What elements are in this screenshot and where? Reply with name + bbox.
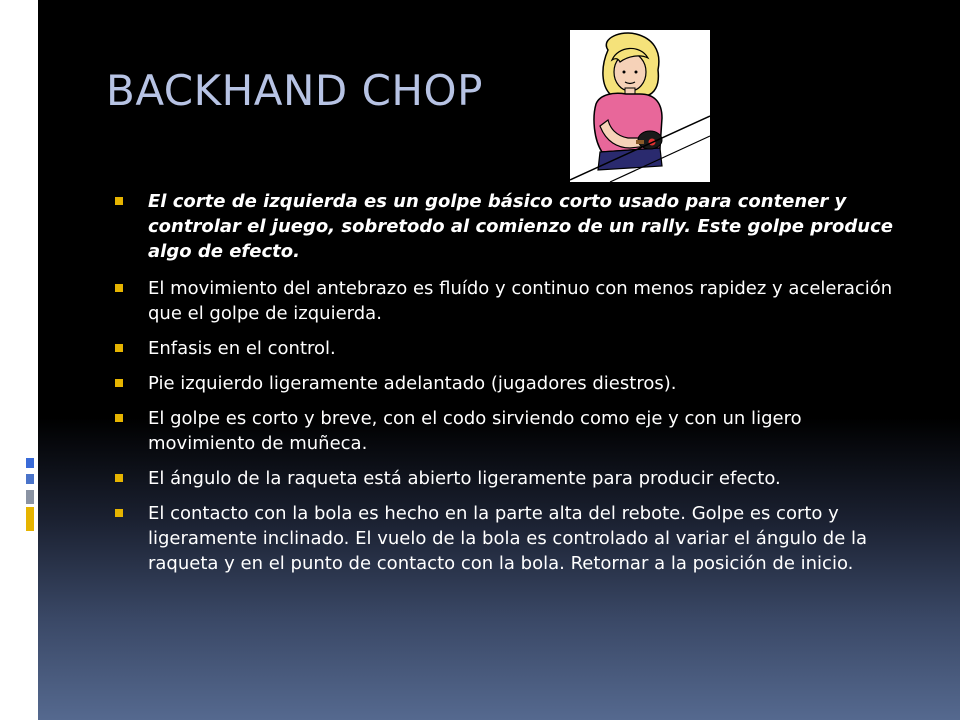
list-item (112, 371, 902, 396)
accent-bar (26, 474, 34, 484)
list-item (112, 406, 902, 456)
table-tennis-illustration (570, 30, 710, 182)
list-item (112, 466, 902, 491)
girl-playing-table-tennis-icon (570, 30, 710, 182)
bullet-list (112, 189, 902, 586)
list-item (112, 501, 902, 576)
slide-title: BACKHAND CHOP (106, 66, 483, 115)
bullet-marker-icon (115, 474, 123, 482)
bullet-marker-icon (115, 344, 123, 352)
bullet-marker-icon (115, 414, 123, 422)
accent-bar (26, 490, 34, 504)
list-item (112, 336, 902, 361)
bullet-text: Enfasis en el control. (148, 338, 336, 359)
bullet-marker-icon (115, 509, 123, 517)
accent-bar (26, 458, 34, 468)
bullet-text: El corte de izquierda es un golpe básico corto usado para contener y controlar el juego, sobretodo al comienzo de un rally. Este golpe produce algo de efecto. (148, 191, 893, 262)
left-margin-strip (0, 0, 38, 720)
bullet-text: Pie izquierdo ligeramente adelantado (jugadores diestros). (148, 373, 677, 394)
bullet-text: El movimiento del antebrazo es fluído y continuo con menos rapidez y aceleración que el golpe de izquierda. (148, 278, 893, 324)
bullet-text: El contacto con la bola es hecho en la parte alta del rebote. Golpe es corto y ligeramente inclinado. El vuelo de la bola es controlado al variar el ángulo de la raqueta y en el punto de contacto con la bola. Retornar a la posición de inicio. (148, 503, 868, 574)
accent-bar (26, 507, 34, 531)
list-item (112, 276, 902, 326)
bullet-marker-icon (115, 284, 123, 292)
bullet-marker-icon (115, 197, 123, 205)
bullet-text: El golpe es corto y breve, con el codo sirviendo como eje y con un ligero movimiento de muñeca. (148, 408, 802, 454)
bullet-text: El ángulo de la raqueta está abierto ligeramente para producir efecto. (148, 468, 781, 489)
list-item (112, 189, 902, 264)
bullet-marker-icon (115, 379, 123, 387)
